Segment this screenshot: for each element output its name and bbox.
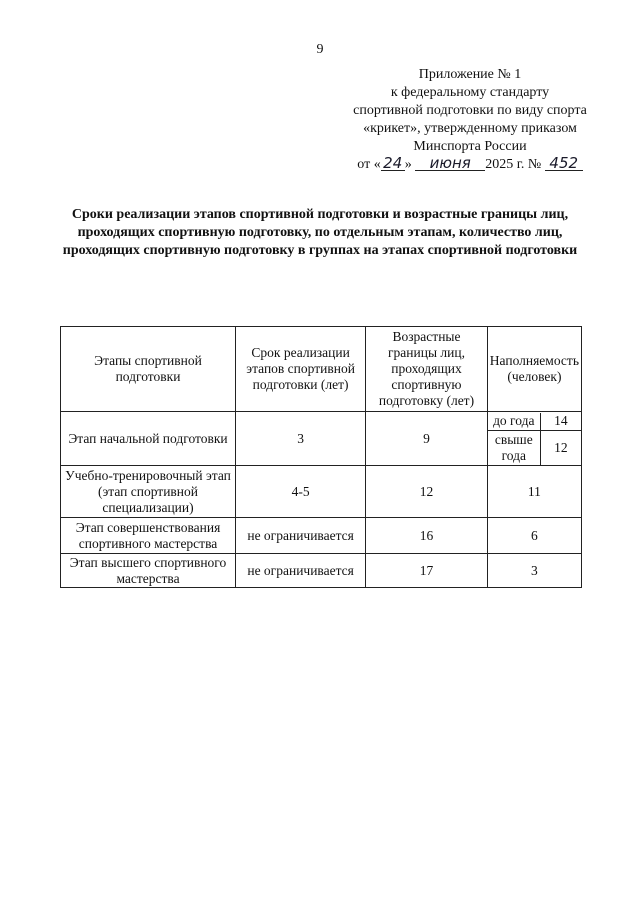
- handwritten-day: 24: [381, 156, 405, 171]
- date-close-quote: »: [404, 157, 412, 172]
- term-cell: не ограничивается: [236, 554, 366, 588]
- stages-table: [60, 326, 582, 588]
- stage-cell: Этап совершенствования спортивного мастерства: [61, 518, 236, 554]
- stage-cell: Этап высшего спортивного мастерства: [61, 554, 236, 588]
- approval-block: [330, 66, 610, 174]
- stage-cell: Учебно-тренировочный этап (этап спортивной специализации): [61, 466, 236, 518]
- age-cell: 12: [366, 466, 488, 518]
- header-cell: Наполняемость (человек): [487, 327, 581, 412]
- table-row: [61, 518, 582, 554]
- fill-sub-value: 14: [540, 413, 581, 431]
- fill-sub-value: 12: [554, 439, 568, 455]
- age-cell: 17: [366, 554, 488, 588]
- term-cell: 4-5: [236, 466, 366, 518]
- header-cell: Этапы спортивной подготовки: [61, 327, 236, 412]
- fill-sub-label: свыше года: [488, 431, 541, 465]
- page-number: 9: [316, 42, 324, 57]
- stage-cell: Этап начальной подготовки: [61, 412, 236, 466]
- header-cell: Срок реализации этапов спортивной подготовки (лет): [236, 327, 366, 412]
- fill-sub-label: до года: [488, 413, 541, 431]
- term-cell: 3: [236, 412, 366, 466]
- handwritten-order-number: 452: [545, 156, 583, 171]
- fill-cell: 3: [487, 554, 581, 588]
- term-cell: не ограничивается: [236, 518, 366, 554]
- date-prefix: от «: [357, 157, 381, 172]
- date-year: 2025 г. №: [485, 157, 542, 172]
- approval-date-line: [330, 156, 610, 174]
- table-row: [61, 554, 582, 588]
- age-cell: 16: [366, 518, 488, 554]
- fill-cell: 6: [487, 518, 581, 554]
- approval-line: спортивной подготовки по виду спорта: [353, 103, 587, 118]
- table-row: [61, 466, 582, 518]
- approval-line: Минспорта России: [413, 139, 527, 154]
- age-cell: 9: [366, 412, 488, 466]
- document-title: Сроки реализации этапов спортивной подготовки и возрастные границы лиц, проходящих спортивную подготовку, по отдельным этапам, количество лиц, проходящих спортивную подготовку в группах на этапах спортивной подготовки: [62, 207, 578, 258]
- table-row: [61, 412, 582, 466]
- header-cell: Возрастные границы лиц, проходящих спортивную подготовку (лет): [366, 327, 488, 412]
- fill-cell: [487, 412, 581, 466]
- fill-subtable: [488, 413, 581, 465]
- handwritten-month: июня: [415, 156, 485, 171]
- approval-line: «крикет», утвержденному приказом: [363, 121, 577, 136]
- fill-cell: 11: [487, 466, 581, 518]
- approval-line: к федеральному стандарту: [390, 85, 550, 100]
- approval-line: Приложение № 1: [418, 67, 522, 82]
- table-header-row: [61, 327, 582, 412]
